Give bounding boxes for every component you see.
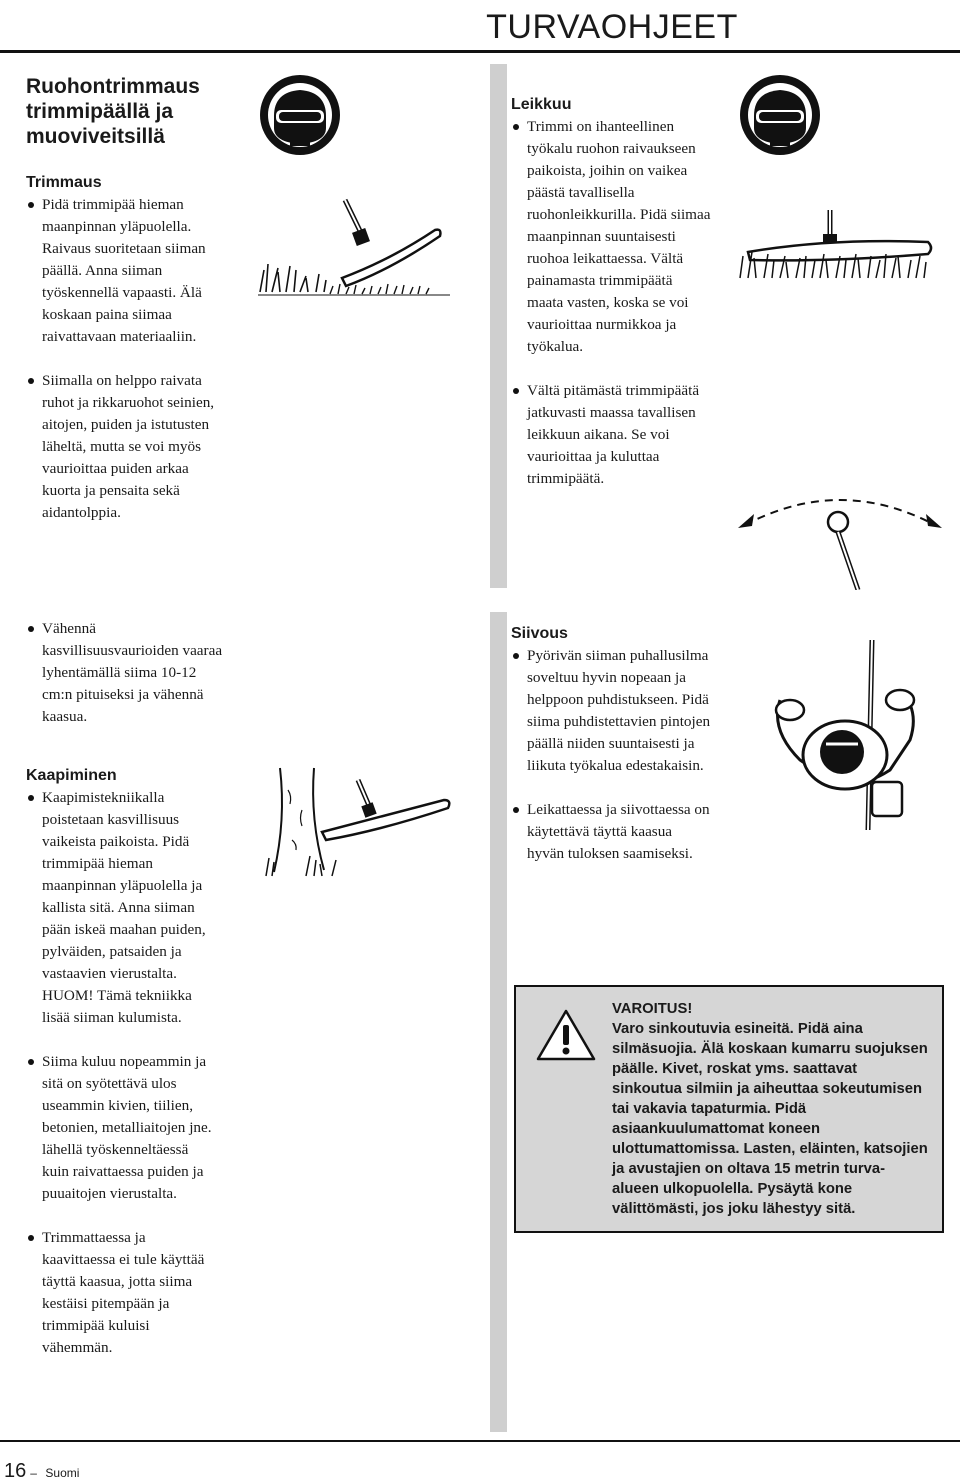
list-item: Vältä pitämästä trimmipäätä jatkuvasti maassa tavallisen leikkuun aikana. Se voi vaurioittaa ja kuluttaa trimmipäätä. <box>511 380 711 490</box>
list-item: Trimmattaessa ja kaavittaessa ei tule käyttää täyttä kaasua, jotta siima kestäisi pitempään ja trimmipää kuluisi vähemmän. <box>26 1227 216 1359</box>
kaapiminen-section <box>26 767 256 1359</box>
eye-protection-icon <box>740 75 820 155</box>
list-item: Trimmi on ihanteellinen työkalu ruohon raivaukseen paikoista, joihin on vaikea päästä tavallisella ruohonleikkurilla. Pidä siimaa maanpinnan suuntaisesti ruohoa leikattaessa. Vältä painamasta trimmipäätä maata vasten, koska se voi vaurioittaa nurmikkoa ja työkalua. <box>511 116 711 358</box>
list-item: Siimalla on helppo raivata ruhot ja rikkaruohot seinien, aitojen, puiden ja istutusten läheltä, mutta se voi myös vaurioittaa puiden arkaa kuorta ja pensaita sekä aidantolppia. <box>26 370 226 524</box>
sweep-arc-illustration <box>730 480 950 590</box>
trimming-illustration <box>250 70 470 310</box>
leikkuu-list <box>511 116 711 490</box>
scraping-illustration <box>262 760 472 880</box>
siivous-section <box>511 625 721 865</box>
warning-text: Varo sinkoutuvia esineitä. Pidä aina silmäsuojia. Älä koskaan kumarru suojuksen päälle. Kivet, roskat yms. saattavat sinkoutua silmiin ja aiheuttaa sokeutumisen tai vakavia tapaturmia. Pidä asiaankuulumattomat koneen ulottumattomissa. Lasten, eläinten, katsojien ja avustajien on oltava 15 metrin turva-alueen ulkopuolella. Pysäytä kone välittömästi, jos joku lähestyy sitä. <box>612 1021 928 1217</box>
warning-content <box>612 999 930 1219</box>
page-number: 16 <box>4 1460 27 1482</box>
trimmaus-list-continued <box>26 618 226 728</box>
list-item: Vähennä kasvillisuusvaurioiden vaaraa lyhentämällä siima 10-12 cm:n pituiseksi ja vähennä kaasua. <box>26 618 226 728</box>
eye-protection-icon <box>260 75 340 155</box>
list-item: Kaapimistekniikalla poistetaan kasvillisuus vaikeista paikoista. Pidä trimmipää hieman maanpinnan yläpuolella ja kallista sitä. Anna siiman pään iskeä maahan puiden, pylväiden, patsaiden ja vastaavien vierustalta. HUOM! Tämä tekniikka lisää siiman kulumista. <box>26 787 216 1029</box>
footer-language: Suomi <box>45 1466 80 1480</box>
footer-rule <box>0 1440 960 1442</box>
operator-top-view-illustration <box>760 640 930 840</box>
kaapiminen-list <box>26 787 216 1359</box>
list-item: Pidä trimmipää hieman maanpinnan yläpuolella. Raivaus suoritetaan siiman päällä. Anna siiman työskennellä vapaasti. Älä koskaan paina siimaa raivattavaan materiaaliin. <box>26 194 226 348</box>
trimmaus-heading: Trimmaus <box>26 174 102 191</box>
level-cutting-illustration <box>730 70 950 310</box>
list-item: Pyörivän siiman puhallusilma soveltuu hyvin nopeaan ja helppoon puhdistukseen. Pidä siima puhdistettavien pintojen päällä niiden suuntaisesti ja liikuta työkalua edestakaisin. <box>511 645 711 777</box>
leikkuu-section <box>511 96 721 490</box>
footer <box>4 1460 79 1483</box>
kaapiminen-heading: Kaapiminen <box>26 767 117 784</box>
trimmaus-section-continued <box>26 618 226 728</box>
siivous-heading: Siivous <box>511 625 568 642</box>
warning-triangle-icon <box>536 1009 596 1061</box>
list-item: Siima kuluu nopeammin ja sitä on syötettävä ulos useammin kivien, tiilien, betonien, metalliaitojen jne. lähellä työskenneltäessä kuin raivattaessa puiden ja puuaitojen vierustalta. <box>26 1051 216 1205</box>
list-item: Leikattaessa ja siivottaessa on käytettävä täyttä kaasua hyvän tuloksen saamiseksi. <box>511 799 711 865</box>
warning-title: VAROITUS! <box>612 1001 693 1017</box>
section-band-top <box>490 64 507 588</box>
page-header <box>0 0 960 53</box>
section-band-bottom <box>490 612 507 1432</box>
trimmaus-list <box>26 194 226 524</box>
page-title: TURVAOHJEET <box>486 8 738 46</box>
section-title: Ruohontrimmaus trimmipäällä ja muoviveitsillä <box>26 75 200 149</box>
trimmaus-section <box>26 174 256 524</box>
warning-box <box>514 985 944 1233</box>
footer-dash: – <box>30 1466 37 1480</box>
siivous-list <box>511 645 711 865</box>
leikkuu-heading: Leikkuu <box>511 96 572 113</box>
